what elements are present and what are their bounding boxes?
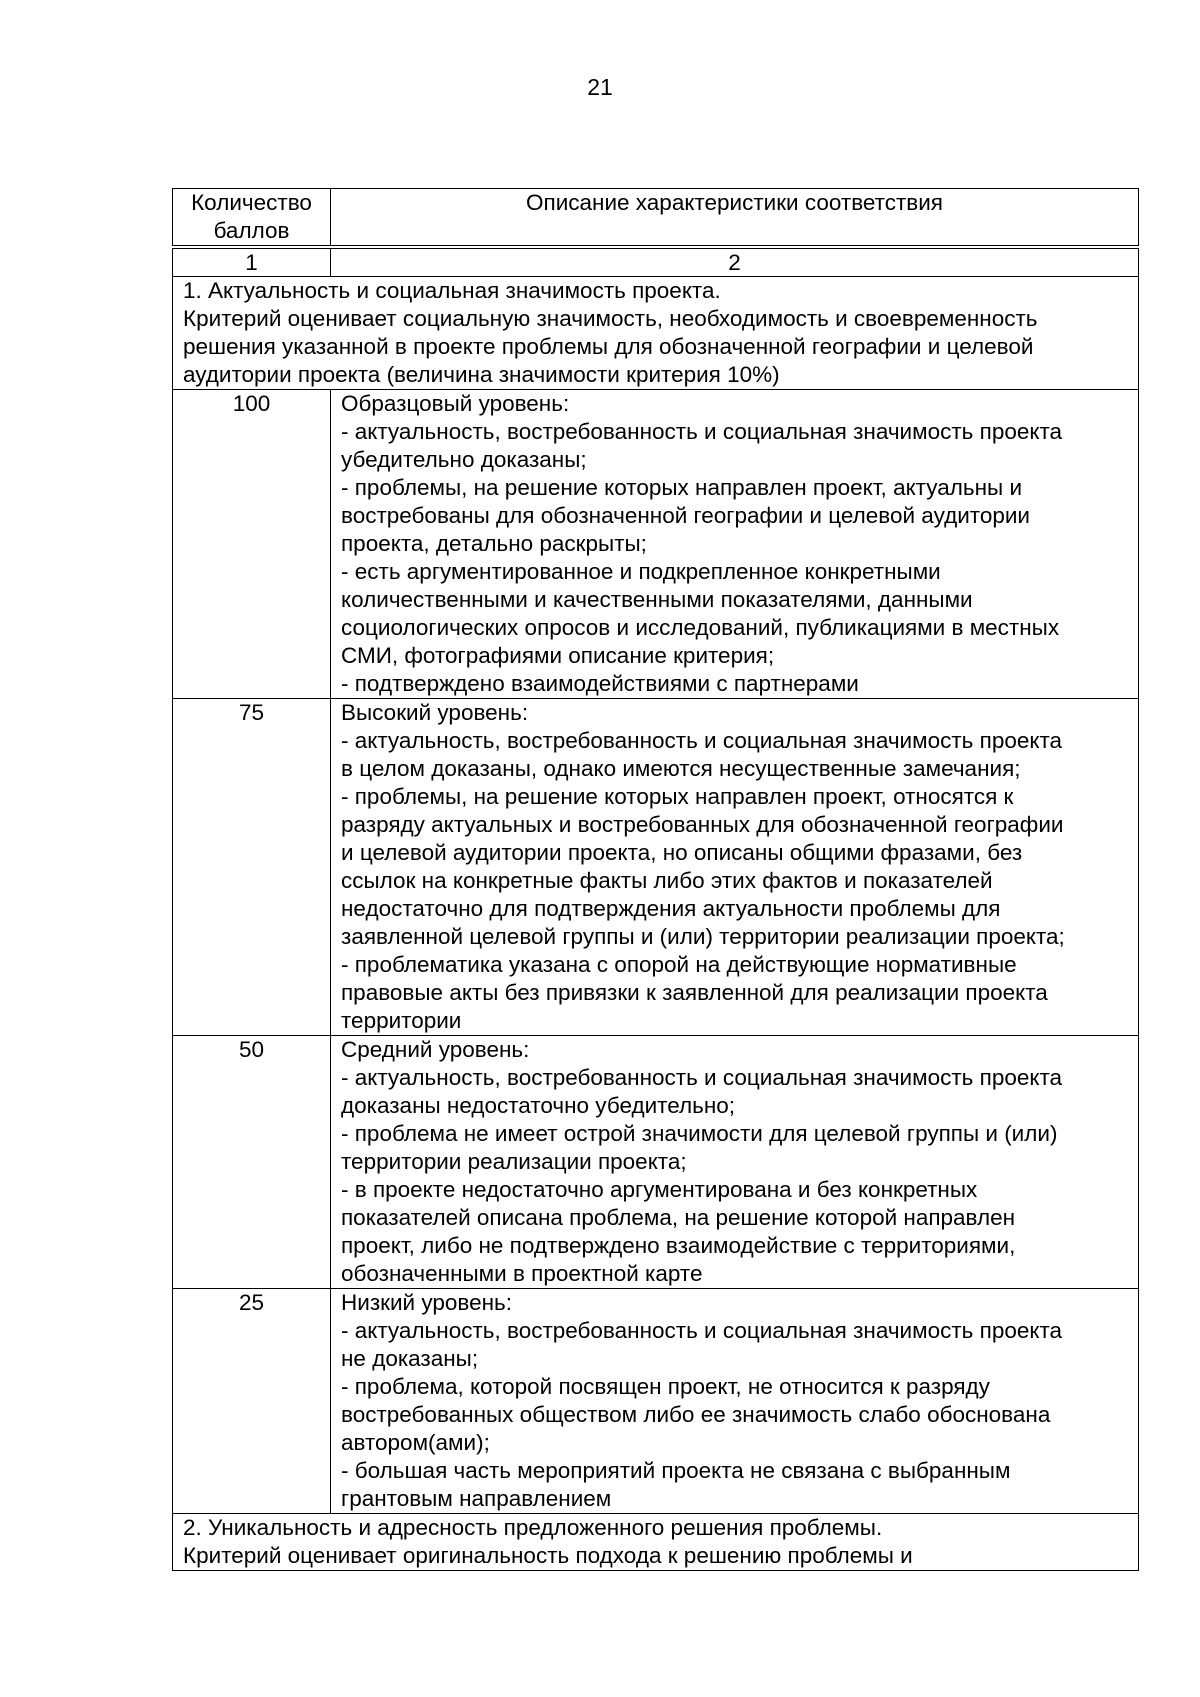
column-number-2: 2: [331, 249, 1139, 277]
description-line: в целом доказаны, однако имеются несущественные замечания;: [341, 756, 1021, 781]
description-cell: [331, 699, 1139, 1036]
page-number: 21: [587, 74, 613, 100]
header-score: Количество баллов: [173, 189, 331, 246]
description-line: грантовым направлением: [341, 1486, 612, 1511]
description-line: - проблема не имеет острой значимости для целевой группы и (или): [341, 1121, 1058, 1146]
column-number-row: [173, 249, 1139, 277]
table-row: [173, 699, 1139, 1036]
description-line: территории: [341, 1008, 462, 1033]
section-line: решения указанной в проекте проблемы для обозначенной географии и целевой: [183, 334, 1034, 359]
section-criterion-1: [173, 277, 1139, 390]
description-line: востребованы для обозначенной географии и целевой аудитории: [341, 503, 1030, 528]
description-line: обозначенными в проектной карте: [341, 1261, 703, 1286]
section-line: Критерий оценивает оригинальность подхода к решению проблемы и: [183, 1543, 913, 1568]
table-row: [173, 390, 1139, 699]
description-line: проекта, детально раскрыты;: [341, 531, 647, 556]
description-line: - актуальность, востребованность и социальная значимость проекта: [341, 419, 1063, 444]
description-line: Образцовый уровень:: [341, 391, 570, 416]
description-line: количественными и качественными показателями, данными: [341, 587, 973, 612]
description-line: доказаны недостаточно убедительно;: [341, 1093, 736, 1118]
score-cell: 100: [173, 390, 331, 699]
description-line: Низкий уровень:: [341, 1290, 513, 1315]
section-line: Критерий оценивает социальную значимость, необходимость и своевременность: [183, 306, 1038, 331]
description-line: недостаточно для подтверждения актуальности проблемы для: [341, 896, 1001, 921]
description-line: - проблемы, на решение которых направлен проект, относятся к: [341, 784, 1014, 809]
description-line: показателей описана проблема, на решение которой направлен: [341, 1205, 1016, 1230]
description-line: - проблематика указана с опорой на действующие нормативные: [341, 952, 1017, 977]
description-cell: [331, 1289, 1139, 1514]
description-line: и целевой аудитории проекта, но описаны общими фразами, без: [341, 840, 1023, 865]
description-line: - проблемы, на решение которых направлен проект, актуальны и: [341, 475, 1023, 500]
description-line: заявленной целевой группы и (или) территории реализации проекта;: [341, 924, 1065, 949]
description-cell: [331, 390, 1139, 699]
description-line: правовые акты без привязки к заявленной для реализации проекта: [341, 980, 1048, 1005]
criteria-table: [172, 188, 1139, 1571]
description-line: проект, либо не подтверждено взаимодействие с территориями,: [341, 1233, 1016, 1258]
description-line: востребованных обществом либо ее значимость слабо обоснована: [341, 1402, 1051, 1427]
description-line: - большая часть мероприятий проекта не связана с выбранным: [341, 1458, 1011, 1483]
description-line: автором(ами);: [341, 1430, 490, 1455]
description-line: - проблема, которой посвящен проект, не относится к разряду: [341, 1374, 990, 1399]
description-line: ссылок на конкретные факты либо этих фактов и показателей: [341, 868, 993, 893]
section-line: 1. Актуальность и социальная значимость проекта.: [183, 278, 721, 303]
description-line: СМИ, фотографиями описание критерия;: [341, 643, 775, 668]
description-line: Высокий уровень:: [341, 700, 529, 725]
description-line: разряду актуальных и востребованных для обозначенной географии: [341, 812, 1064, 837]
column-number-1: 1: [173, 249, 331, 277]
description-line: Средний уровень:: [341, 1037, 530, 1062]
score-cell: 25: [173, 1289, 331, 1514]
description-line: - в проекте недостаточно аргументирована и без конкретных: [341, 1177, 978, 1202]
section-row-criterion-2: [173, 1514, 1139, 1571]
description-line: убедительно доказаны;: [341, 447, 587, 472]
description-line: - есть аргументированное и подкрепленное конкретными: [341, 559, 941, 584]
section-criterion-2: [173, 1514, 1139, 1571]
section-line: 2. Уникальность и адресность предложенного решения проблемы.: [183, 1515, 883, 1540]
description-line: социологических опросов и исследований, публикациями в местных: [341, 615, 1060, 640]
description-line: территории реализации проекта;: [341, 1149, 687, 1174]
description-line: - актуальность, востребованность и социальная значимость проекта: [341, 1318, 1063, 1343]
description-cell: [331, 1036, 1139, 1289]
score-cell: 75: [173, 699, 331, 1036]
description-line: - подтверждено взаимодействиями с партнерами: [341, 671, 859, 696]
table-row: [173, 1036, 1139, 1289]
header-description: Описание характеристики соответствия: [331, 189, 1139, 246]
description-line: - актуальность, востребованность и социальная значимость проекта: [341, 1065, 1063, 1090]
table-row: [173, 1289, 1139, 1514]
table-header-row: [173, 189, 1139, 246]
description-line: не доказаны;: [341, 1346, 479, 1371]
section-line: аудитории проекта (величина значимости критерия 10%): [183, 362, 780, 387]
score-cell: 50: [173, 1036, 331, 1289]
description-line: - актуальность, востребованность и социальная значимость проекта: [341, 728, 1063, 753]
section-row-criterion-1: [173, 277, 1139, 390]
